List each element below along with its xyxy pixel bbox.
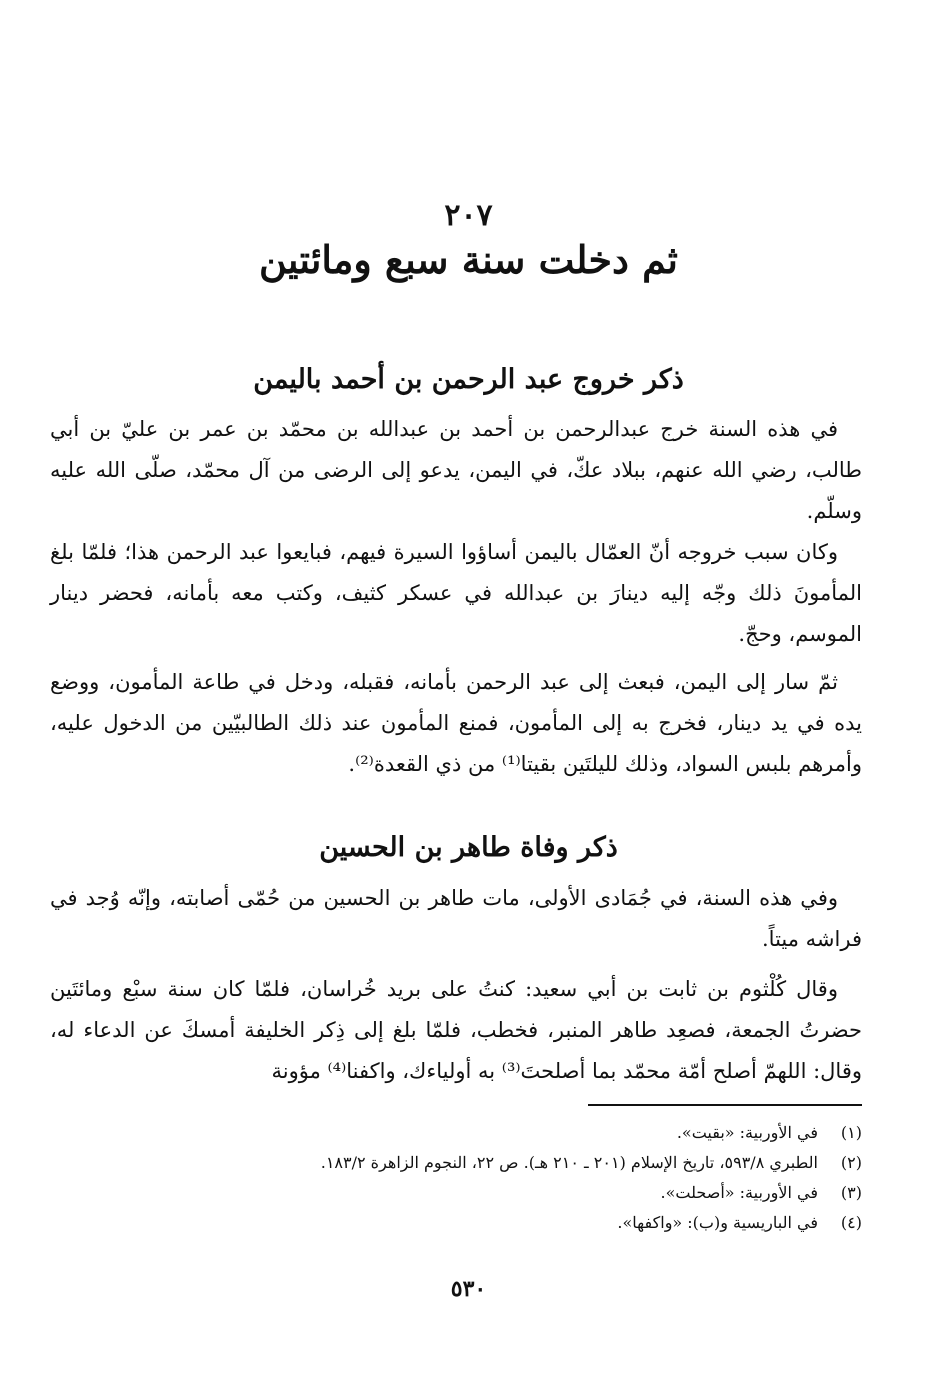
paragraph: في هذه السنة خرج عبدالرحمن بن أحمد بن عبدالله بن محمّد بن عمر بن عليّ بن أبي طالب، رضي الله عنهم، ببلاد عكّ، في اليمن، يدعو إلى الرضى من آل محمّد، صلّى الله عليه وسلّم. <box>50 417 862 523</box>
section-title: ذكر خروج عبد الرحمن بن أحمد باليمن <box>253 364 684 395</box>
year-title: ثم دخلت سنة سبع ومائتين <box>258 237 679 282</box>
footnote-text: في الأوربية: «أصحلت». <box>660 1183 818 1202</box>
footnote <box>100 1118 862 1148</box>
page-number: ٥٣٠ <box>450 1276 487 1302</box>
footnote <box>100 1148 862 1178</box>
footnote-text: الطبري ٥٩٣/٨، تاريخ الإسلام (٢٠١ ـ ٢١٠ هـ). ص ٢٢، النجوم الزاهرة ١٨٣/٢. <box>320 1153 818 1172</box>
footnote-number: (٤) <box>840 1213 862 1232</box>
footnote <box>100 1178 862 1208</box>
footnote <box>100 1208 862 1238</box>
footnotes <box>100 1118 862 1238</box>
footnote-number: (٢) <box>840 1153 862 1172</box>
paragraph: وكان سبب خروجه أنّ العمّال باليمن أساؤوا السيرة فيهم، فبايعوا عبد الرحمن هذا؛ فلمّا بلغ المأمونَ ذلك وجّه إليه دينارَ بن عبدالله في عسكر كثيف، وكتب معه بأمانه، فحضر دينار الموسم، وحجّ. <box>50 540 862 646</box>
footnote-number: (٣) <box>840 1183 862 1202</box>
year-number: ٢٠٧ <box>444 198 493 233</box>
paragraph: ثمّ سار إلى اليمن، فبعث إلى عبد الرحمن بأمانه، فقبله، ودخل في طاعة المأمون، ووضع يده في يد دينار، فخرج به إلى المأمون، فمنع المأمون عند ذلك الطالبيّين من الدخول عليه، وأمرهم بلبس السواد، وذلك لليلتَين بقيتا⁽¹⁾ من ذي القعدة⁽²⁾. <box>50 670 862 776</box>
paragraph: وقال كُلْثوم بن ثابت بن أبي سعيد: كنتُ على بريد خُراسان، فلمّا كان سنة سبْع ومائتَين حضرتُ الجمعة، فصعِد طاهر المنبر، فخطب، فلمّا بلغ إلى ذِكر الخليفة أمسكَ عن الدعاء له، وقال: اللهمّ أصلح أمّة محمّد بما أصلحتَ⁽³⁾ به أولياءك، واكفنا⁽⁴⁾ مؤونة <box>50 977 862 1083</box>
footnote-text: في الباريسية و(ب): «واكفها». <box>617 1213 818 1232</box>
footnote-divider <box>588 1104 862 1106</box>
paragraph: وفي هذه السنة، في جُمَادى الأولى، مات طاهر بن الحسين من حُمّى أصابته، وإنّه وُجد في فراشه ميتاً. <box>50 886 862 951</box>
footnote-number: (١) <box>840 1123 862 1142</box>
footnote-text: في الأوربية: «بقيت». <box>676 1123 818 1142</box>
section-title: ذكر وفاة طاهر بن الحسين <box>319 832 618 863</box>
